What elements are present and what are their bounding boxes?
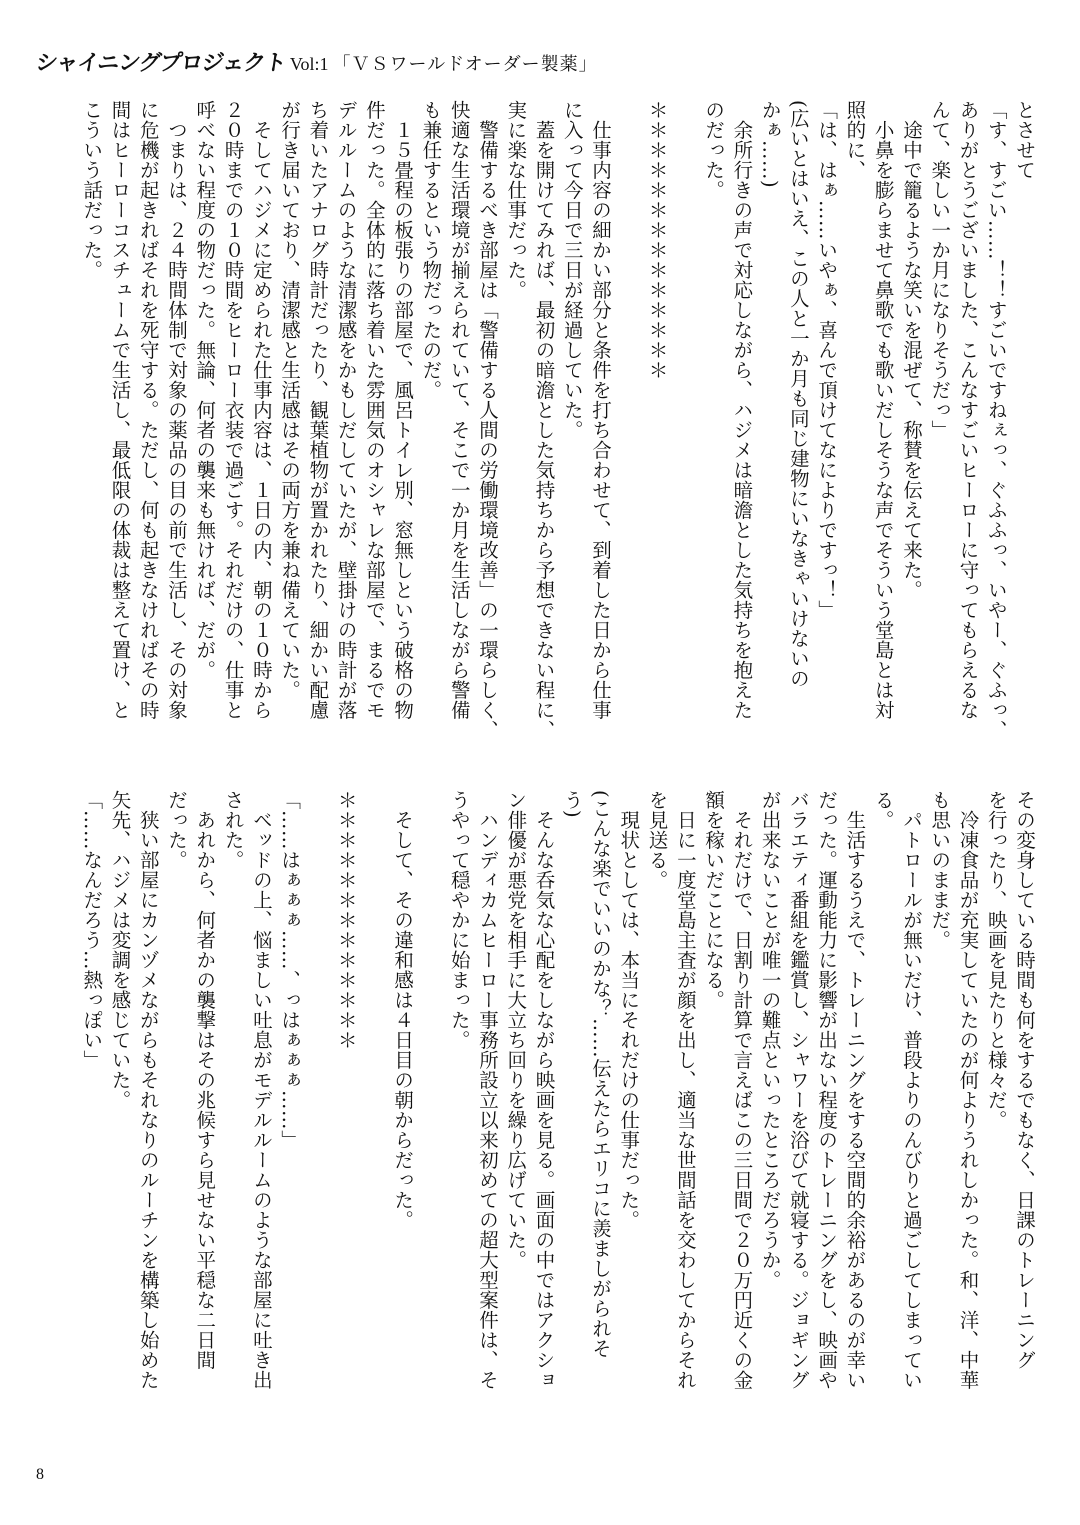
series-logo: シャイニングプロジェクト xyxy=(33,51,288,76)
text-line: ＊＊＊＊＊＊＊＊＊＊＊＊＊ xyxy=(334,790,358,1050)
text-line: １５畳程の板張りの部屋で、風呂トイレ別、窓無しという破格の物 xyxy=(391,100,415,720)
text-line: 額を稼いだことになる。 xyxy=(702,790,726,1010)
text-line: う) xyxy=(560,790,584,819)
text-line: それだけで、日割り計算で言えばこの三日間で２０万円近くの金 xyxy=(730,790,754,1390)
lower-text-block xyxy=(53,790,1038,1455)
text-line: んて、楽しい一か月になりそうだっ」 xyxy=(928,100,952,440)
text-line: 冷凍食品が充実していたのが何よりうれしかった。和、洋、中華 xyxy=(956,790,980,1390)
text-line: を行ったり、映画を見たりと様々だ。 xyxy=(984,790,1008,1130)
text-line xyxy=(360,790,388,1455)
text-line: 仕事内容の細かい部分と条件を打ち合わせて、到着した日から仕事 xyxy=(589,100,613,720)
text-line: パトロールが無いだけ、普段よりのんびりと過ごしてしまってい xyxy=(899,790,923,1390)
text-line: 快適な生活環境が揃えられていて、そこで一か月を生活しながら警備 xyxy=(447,100,471,720)
text-line: その変身している時間も何をするでもなく、日課のトレーニング xyxy=(1013,790,1036,1370)
text-line: 「は、はぁ……いやぁ、喜んで頂けてなによりですっ！」 xyxy=(815,100,839,620)
text-line xyxy=(416,790,444,1455)
text-line: 現状としては、本当にそれだけの仕事だった。 xyxy=(617,790,641,1230)
text-line: 小鼻を膨らませて鼻歌でも歌いだしそうな声でそういう堂島とは対 xyxy=(871,100,895,720)
running-header xyxy=(33,46,598,77)
text-line: ２０時までの１０時間をヒーロー衣装で過ごす。それだけの、仕事と xyxy=(221,100,245,720)
text-line: 矢先、ハジメは変調を感じていた。 xyxy=(108,790,132,1110)
text-line: 日に一度堂島主査が顔を出し、適当な世間話を交わしてからそれ xyxy=(673,790,697,1390)
text-line xyxy=(671,100,699,750)
text-line: 照的に、 xyxy=(843,100,867,180)
text-line: に危機が起きればそれを死守する。ただし、何も起きなければその時 xyxy=(136,100,160,720)
text-line: そんな呑気な心配をしながら映画を見る。画面の中ではアクショ xyxy=(532,790,556,1390)
text-line: バラエティ番組を鑑賞し、シャワーを浴びて就寝する。ジョギング xyxy=(786,790,810,1390)
text-line: そしてハジメに定められた仕事内容は、１日の内、朝の１０時から xyxy=(249,100,273,720)
text-line: る。 xyxy=(871,790,895,830)
text-line: (こんな楽でいいのかな？……伝えたらエリコに羨ましがられそ xyxy=(589,790,613,1359)
text-line: 実に楽な仕事だった。 xyxy=(504,100,528,300)
text-line: あれから、何者かの襲撃はその兆候すら見せない平穏な二日間 xyxy=(193,790,217,1370)
text-line: うやって穏やかに始まった。 xyxy=(447,790,471,1050)
text-line xyxy=(303,790,331,1455)
volume-label: Vol:1 xyxy=(289,54,329,74)
text-line: が行き届いており、清潔感と生活感はその両方を兼ね備えていた。 xyxy=(278,100,302,700)
text-line: ハンディカムヒーロー事務所設立以来初めての超大型案件は、そ xyxy=(475,790,499,1390)
text-line: かぁ……) xyxy=(758,100,782,189)
text-line: ＊＊＊＊＊＊＊＊＊＊＊＊＊＊ xyxy=(645,100,669,380)
text-line: ち着いたアナログ時計だったり、観葉植物が置かれたり、細かい配慮 xyxy=(306,100,330,720)
text-line: 間はヒーローコスチュームで生活し、最低限の体裁は整えて置け、と xyxy=(108,100,132,720)
text-line: に入って今日で三日が経過していた。 xyxy=(560,100,584,440)
text-line: (広いとはいえ、この人と一か月も同じ建物にいなきゃいけないの xyxy=(786,100,810,689)
text-line: 蓋を開けてみれば、最初の暗澹とした気持ちから予想できない程に、 xyxy=(532,100,556,740)
text-line: 警備するべき部屋は「警備する人間の労働環境改善」の一環らしく、 xyxy=(475,100,499,740)
text-line: 呼べない程度の物だった。無論、何者の襲来も無ければ、だが。 xyxy=(193,100,217,680)
text-line: された。 xyxy=(221,790,245,870)
text-line: 狭い部屋にカンヅメながらもそれなりのルーチンを構築し始めた xyxy=(136,790,160,1390)
episode-title: 「ＶＳワールドオーダー製薬」 xyxy=(332,54,598,75)
text-line: のだった。 xyxy=(702,100,726,200)
text-line: 件だった。全体的に落ち着いた雰囲気のオシャレな部屋で、まるでモ xyxy=(362,100,386,720)
text-line: を見送る。 xyxy=(645,790,669,890)
page-number: 8 xyxy=(36,1466,44,1483)
text-line: 途中で籠るような笑いを混ぜて、称賛を伝えて来た。 xyxy=(899,100,923,600)
text-line: ありがとうございました、こんなすごいヒーローに守ってもらえるな xyxy=(956,100,980,720)
text-line: そして、その違和感は４日目の朝からだった。 xyxy=(391,790,415,1230)
text-line: も兼任するという物だったのだ。 xyxy=(419,100,443,400)
text-line: 「す、すごい……！！すごいですねぇっ、ぐふふっ、いやー、ぐふっ、 xyxy=(984,100,1008,740)
text-line: も思いのままだ。 xyxy=(928,790,952,950)
text-line: こういう話だった。 xyxy=(80,100,104,280)
upper-text-block xyxy=(53,100,1038,750)
text-line: つまりは、２４時間体制で対象の薬品の目の前で生活し、その対象 xyxy=(165,100,189,720)
text-line: ベッドの上、悩ましい吐息がモデルルームのような部屋に吐き出 xyxy=(249,790,273,1390)
text-line: だった。運動能力に影響が出ない程度のトレーニングをし、映画や xyxy=(815,790,839,1390)
text-line: ン俳優が悪党を相手に大立ち回りを繰り広げていた。 xyxy=(504,790,528,1270)
text-line: だった。 xyxy=(165,790,189,870)
text-line: が出来ないことが唯一の難点といったところだろうか。 xyxy=(758,790,782,1290)
text-line: とさせて xyxy=(1013,100,1036,180)
text-line: 「……なんだろう…熱っぽい」 xyxy=(80,790,104,1070)
text-line: 余所行きの声で対応しながら、ハジメは暗澹とした気持ちを抱えた xyxy=(730,100,754,720)
text-line: 生活するうえで、トレーニングをする空間的余裕があるのが幸い xyxy=(843,790,867,1390)
text-line xyxy=(614,100,642,750)
text-line: 「……はぁぁぁ……、っはぁぁぁ……」 xyxy=(278,790,302,1150)
text-line: デルルームのような清潔感をかもしだしていたが、壁掛けの時計が落 xyxy=(334,100,358,720)
